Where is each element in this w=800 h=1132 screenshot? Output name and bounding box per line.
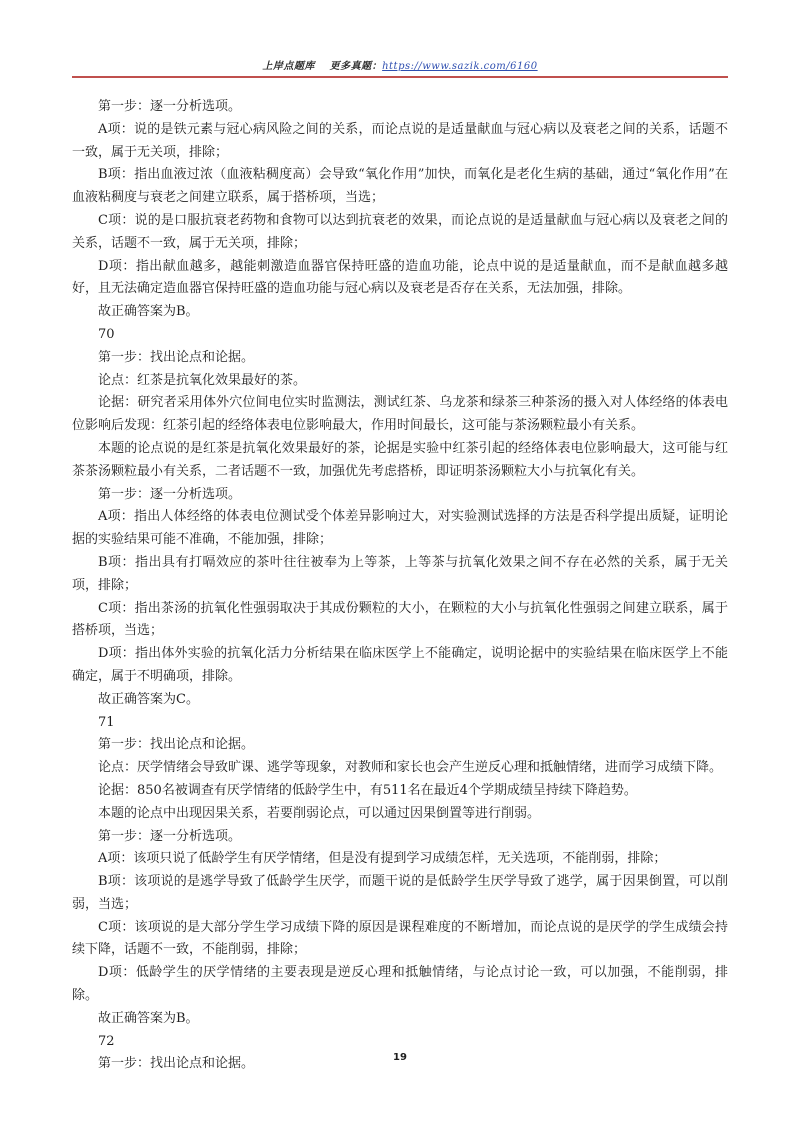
paragraph: B项：该项说的是逃学导致了低龄学生厌学，而题干说的是低龄学生厌学导致了逃学，属于因果倒置，可以削弱，当选；	[72, 874, 728, 912]
paragraph: 第一步：找出论点和论据。	[98, 349, 255, 365]
paragraph: 第一步：逐一分析选项。	[98, 828, 242, 844]
paragraph: 70	[98, 326, 115, 342]
paragraph: D项：指出体外实验的抗氧化活力分析结果在临床医学上不能确定，说明论据中的实验结果在临床医学上不能确定，属于不明确项，排除。	[72, 646, 728, 684]
header-text	[72, 57, 728, 72]
document-body	[72, 96, 728, 1076]
paragraph: 论点：厌学情绪会导致旷课、逃学等现象，对教师和家长也会产生逆反心理和抵触情绪，进而学习成绩下降。	[98, 760, 723, 776]
header-link[interactable]: https://www.sazik.com/6160	[382, 61, 538, 72]
paragraph: 论据：研究者采用体外穴位间电位实时监测法，测试红茶、乌龙茶和绿茶三种茶汤的摄入对人体经络的体表电位影响后发现：红茶引起的经络体表电位影响最大，作用时间最长，这可能与茶汤颗粒最小有关系。	[72, 395, 728, 434]
paragraph: 72	[98, 1033, 115, 1049]
paragraph: 71	[98, 714, 115, 730]
paragraph: A项：指出人体经络的体表电位测试受个体差异影响过大，对实验测试选择的方法是否科学提出质疑，证明论据的实验结果可能不准确，不能加强，排除；	[72, 509, 728, 548]
paragraph: D项：指出献血越多，越能刺激造血器官保持旺盛的造血功能，论点中说的是适量献血，而不是献血越多越好，且无法确定造血器官保持旺盛的造血功能与冠心病以及衰老是否存在关系，无法加强，排除。	[72, 258, 728, 297]
paragraph: 第一步：找出论点和论据。	[98, 1056, 255, 1072]
paragraph: 故正确答案为B。	[98, 1010, 199, 1026]
paragraph: B项：指出血液过浓（血液粘稠度高）会导致“氧化作用”加快，而氧化是老化生病的基础，通过“氧化作用”在血液粘稠度与衰老之间建立联系，属于搭桥项，当选；	[72, 167, 728, 206]
paragraph: 本题的论点中出现因果关系，若要削弱论点，可以通过因果倒置等进行削弱。	[98, 805, 541, 821]
page-header	[72, 53, 728, 77]
paragraph: C项：指出茶汤的抗氧化性强弱取决于其成份颗粒的大小，在颗粒的大小与抗氧化性强弱之间建立联系，属于搭桥项，当选；	[72, 600, 728, 639]
header-link-label: 更多真题：	[329, 61, 383, 72]
page-number: 19	[393, 1052, 407, 1063]
paragraph: 第一步：逐一分析选项。	[98, 486, 242, 502]
header-label: 上岸点题库	[262, 61, 315, 72]
header-divider	[72, 76, 728, 78]
paragraph: 第一步：逐一分析选项。	[98, 99, 242, 114]
paragraph: A项：该项只说了低龄学生有厌学情绪，但是没有提到学习成绩怎样，无关选项，不能削弱，排除；	[98, 851, 667, 867]
paragraph: C项：该项说的是大部分学生学习成绩下降的原因是课程难度的不断增加，而论点说的是厌学的学生成绩会持续下降，话题不一致，不能削弱，排除；	[72, 919, 728, 958]
paragraph: C项：说的是口服抗衰老药物和食物可以达到抗衰老的效果，而论点说的是适量献血与冠心病以及衰老之间的关系，话题不一致，属于无关项，排除；	[72, 212, 728, 251]
paragraph: 论据：850名被调查有厌学情绪的低龄学生中，有511名在最近4个学期成绩呈持续下降趋势。	[98, 782, 637, 798]
paragraph: 论点：红茶是抗氧化效果最好的茶。	[98, 372, 307, 388]
paragraph: 故正确答案为C。	[98, 691, 199, 707]
paragraph: A项：说的是铁元素与冠心病风险之间的关系，而论点说的是适量献血与冠心病以及衰老之间的关系，话题不一致，属于无关项，排除；	[72, 121, 728, 160]
paragraph: B项：指出具有打嗝效应的茶叶往往被奉为上等茶，上等茶与抗氧化效果之间不存在必然的关系，属于无关项，排除；	[72, 554, 728, 593]
paragraph: 故正确答案为B。	[98, 304, 199, 320]
paragraph: D项：低龄学生的厌学情绪的主要表现是逆反心理和抵触情绪，与论点讨论一致，可以加强，不能削弱，排除。	[72, 965, 728, 1004]
paragraph: 本题的论点说的是红茶是抗氧化效果最好的茶，论据是实验中红茶引起的经络体表电位影响最大，这可能与红茶茶汤颗粒最小有关系，二者话题不一致，加强优先考虑搭桥，即证明茶汤颗粒大小与抗氧化有关。	[72, 440, 728, 479]
paragraph: 第一步：找出论点和论据。	[98, 737, 255, 753]
